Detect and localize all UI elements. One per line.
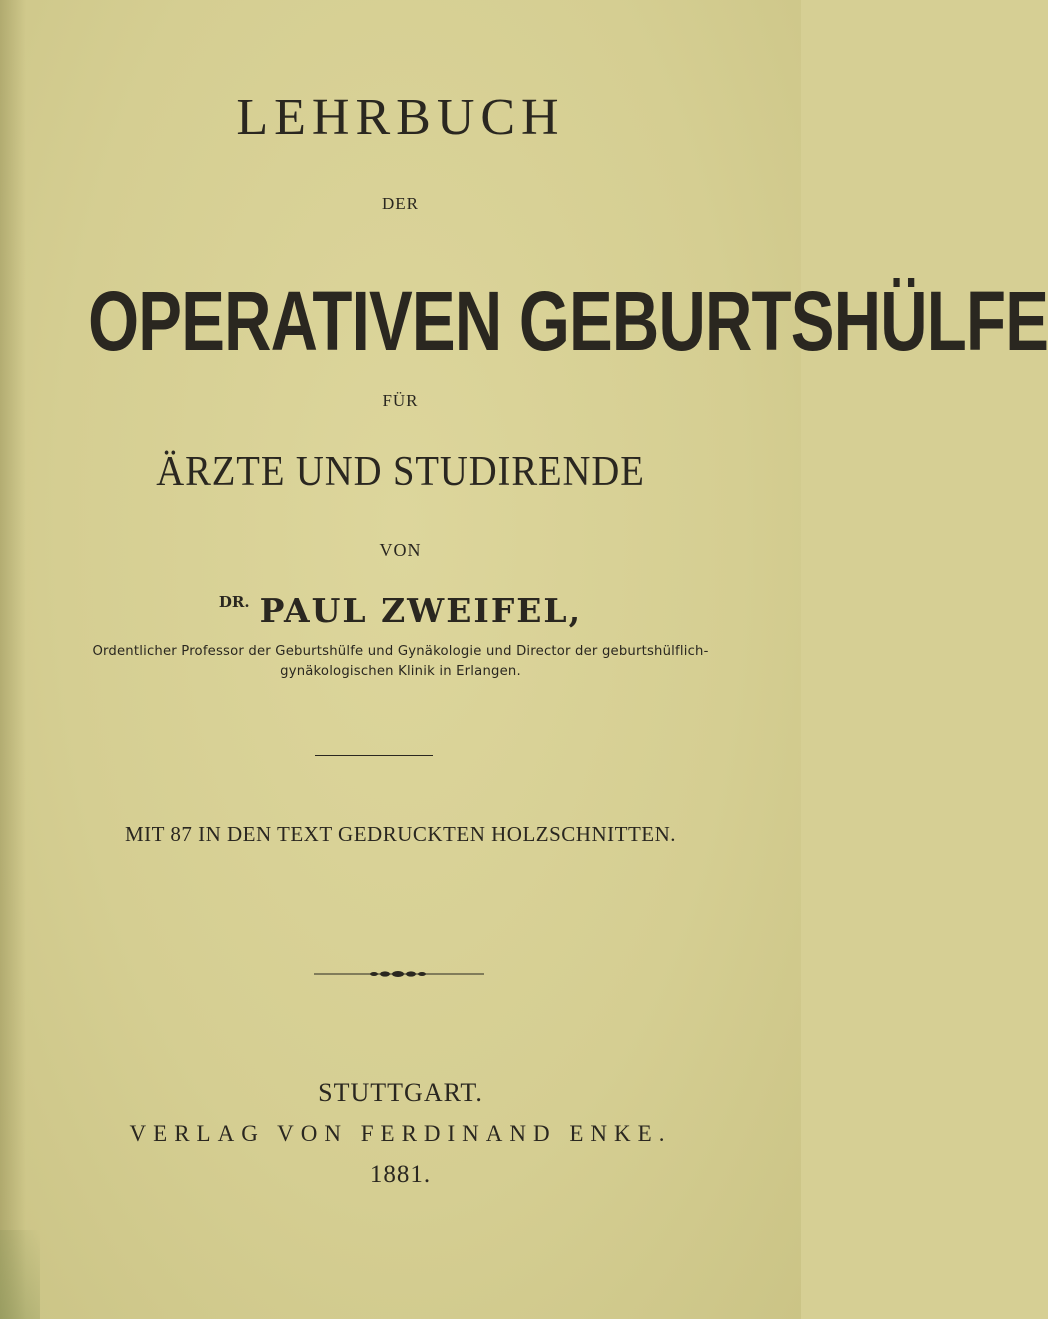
divider-rule — [315, 755, 433, 756]
audience-line: ÄRZTE UND STUDIRENDE — [156, 449, 645, 495]
by-line: VON — [379, 540, 422, 560]
ornamental-rule-icon — [314, 970, 484, 978]
illustrations-note: MIT 87 IN DEN TEXT GEDRUCKTEN HOLZSCHNITTEN. — [124, 822, 677, 846]
affiliation-line-2: gynäkologischen Klinik in Erlangen. — [280, 664, 521, 679]
title-article: DER — [382, 194, 419, 213]
imprint-year: 1881. — [369, 1161, 432, 1188]
author-name: PAUL ZWEIFEL, — [259, 591, 583, 630]
imprint-publisher: VERLAG VON FERDINAND ENKE. — [129, 1121, 672, 1146]
main-title: OPERATIVEN GEBURTSHÜLFE — [88, 274, 1048, 368]
imprint-place: STUTTGART. — [318, 1078, 483, 1107]
book-title: LEHRBUCH — [236, 89, 565, 146]
page-corner-stain — [0, 1230, 40, 1319]
title-preposition: FÜR — [382, 391, 419, 410]
author-prefix: DR. — [218, 593, 250, 611]
author-line — [0, 591, 801, 630]
affiliation-line-1: Ordentlicher Professor der Geburtshülfe und Gynäkologie und Director der geburtshülflich- — [92, 644, 709, 659]
